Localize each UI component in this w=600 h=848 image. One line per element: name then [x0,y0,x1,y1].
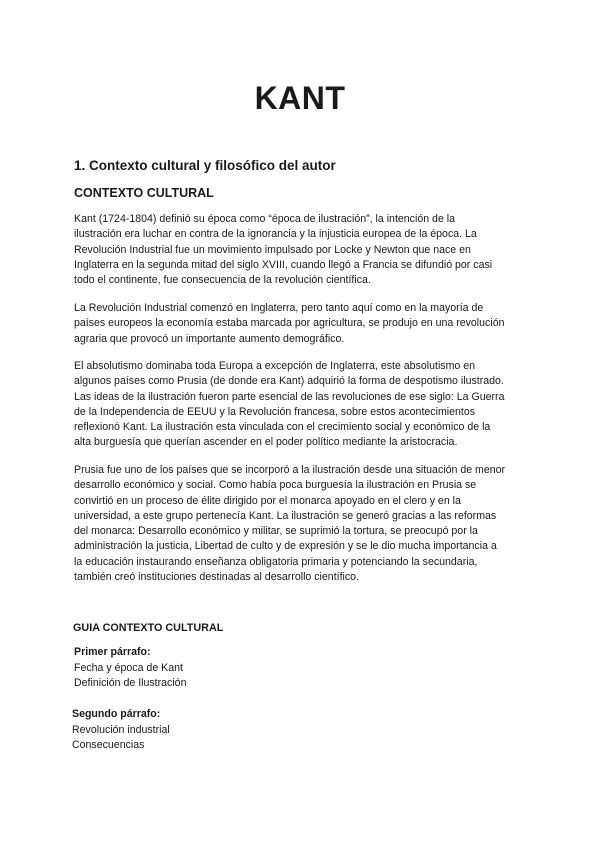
paragraph-1 [74,212,542,288]
guide-block-second [72,707,170,754]
paragraph-line: de la Independencia de EEUU y la Revolución francesa, sobre estos acontecimientos [74,405,476,418]
paragraph-line: Las ideas de la ilustración fueron parte esencial de las revoluciones de ese siglo: La Guerra [74,390,505,403]
paragraph-line: agraria que provocó un importante aumento demográfico. [74,332,345,345]
document-title: KANT [254,80,346,116]
paragraph-line: algunos países como Prusia (de donde era Kant) adquirió la forma de despotismo ilustrado. [74,375,504,388]
guide-title: GUIA CONTEXTO CULTURAL [73,622,224,634]
paragraph-3 [74,359,542,451]
subheading: CONTEXTO CULTURAL [74,186,214,200]
paragraph-line: universidad, a este grupo pertenecía Kant. La ilustración se generó gracias a las reformas [74,509,497,522]
paragraph-line: Inglaterra en la segunda mitad del siglo XVIII, cuando llegó a Francia se difundió por casi [74,258,493,271]
guide-block-heading: Primer párrafo: [74,646,151,658]
guide-item: Consecuencias [72,739,145,751]
paragraph-line: alta burguesía que querían ascender en el poder político mediante la aristocracia. [74,436,458,449]
paragraph-2 [74,301,542,347]
paragraph-line: desarrollo económico y social. Como había poca burguesía la ilustración en Prusia se [74,479,477,492]
guide-block-heading: Segundo párrafo: [72,708,161,720]
paragraph-line: ilustración era luchar en contra de la ignorancia y la injusticia europea de la época. La [74,228,477,241]
paragraph-line: convirtió en un proceso de élite dirigido por el monarca apoyado en el clero y en la [74,494,461,507]
guide-item: Definición de Ilustración [74,677,187,689]
paragraph-line: La Revolución Industrial comenzó en Inglaterra, pero tanto aquí como en la mayoría de [74,302,484,314]
paragraph-line: también creó instituciones destinadas al desarrollo científico. [74,571,360,584]
guide-item: Revolución industrial [72,723,170,736]
paragraph-line: todo el continente, fue consecuencia de la revolución científica. [74,274,371,287]
paragraph-line: Prusia fue uno de los países que se incorporó a la ilustración desde una situación de menor [74,464,506,476]
paragraph-line: del monarca: Desarrollo económico y militar, se suprimió la tortura, se preocupó por la [74,525,478,538]
paragraph-line: países europeos la economía estaba marcada por agricultura, se produjo en una revolución [74,317,505,330]
paragraph-line: reflexionó Kant. La ilustración esta vinculada con el crecimiento social y económico de la [74,421,491,434]
guide-block-first [74,645,186,692]
paragraph-4 [74,463,542,585]
paragraph-line: Revolución Industrial fue un movimiento impulsado por Locke y Newton que nace en [74,243,471,256]
paragraph-line: Kant (1724-1804) definió su época como “época de ilustración”, la intención de la [74,213,456,225]
section-heading: 1. Contexto cultural y filosófico del autor [74,158,336,173]
guide-item: Fecha y época de Kant [74,661,183,674]
paragraph-line: El absolutismo dominaba toda Europa a excepción de Inglaterra, este absolutismo en [74,360,476,372]
paragraph-line: la educación instaurando enseñanza obligatoria primaria y potenciando la secundaria, [74,555,478,568]
paragraph-line: administración la justicia, Libertad de culto y de expresión y se le dio mucha importancia a [74,540,497,553]
